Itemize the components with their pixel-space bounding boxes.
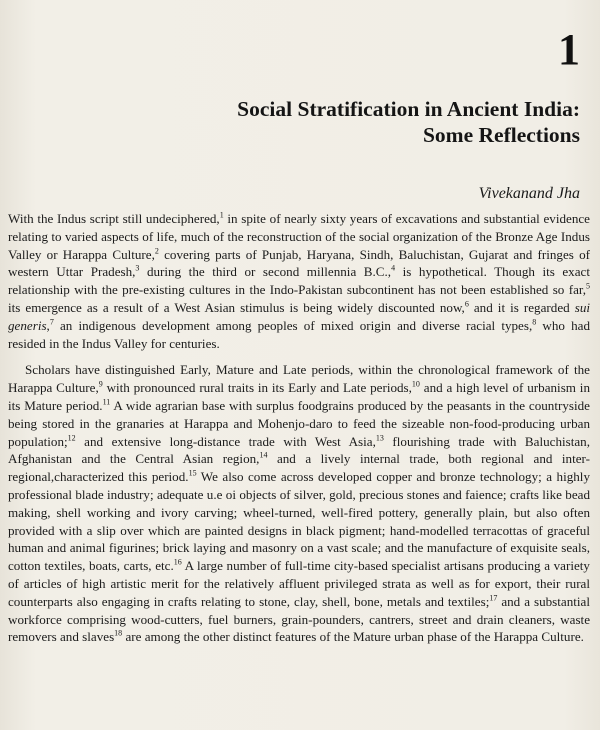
footnote-marker: 3 [135, 264, 140, 274]
footnote-marker: 14 [259, 451, 268, 460]
author-name: Vivekanand Jha [478, 185, 580, 202]
footnote-marker: 16 [173, 557, 182, 567]
footnote-marker: 17 [489, 593, 498, 603]
footnote-marker: 1 [219, 210, 224, 220]
chapter-number: 1 [558, 25, 580, 74]
footnote-marker: 11 [102, 397, 111, 407]
footnote-marker: 13 [375, 433, 384, 443]
footnote-marker: 7 [49, 317, 54, 327]
chapter-title-line-1: Social Stratification in Ancient India: [237, 97, 580, 121]
footnote-marker: 9 [98, 379, 103, 389]
footnote-marker: 6 [464, 299, 469, 309]
footnote-marker: 4 [391, 264, 396, 274]
footnote-marker: 12 [67, 433, 76, 443]
footnote-marker: 15 [188, 468, 197, 478]
paragraph: Scholars have distinguished Early, Mature and Late periods, within the chronological framework of the Harappa Culture,$^9$ with pronounced rural traits in its Early and Late periods,$^{10}$ and a high level of urbanism in its Mature period.$^{11}$ A wide agrarian base with surplus foodgrains produced by the peasants in the countryside being stored in the granaries at Harappa and Mohenjo-daro to feed the sizeable non-food-producing urban population;$^{12}$ and extensive long-distance trade with West Asia,$^{13}$ flourishing trade with Baluchistan, Afghanistan and the Central Asian region,$^{14}$ and a lively internal trade, both regional and inter-regional,characterized this period.$^{15}$ We also come across developed copper and bronze technology; a highly professional blade industry; adequate u.e oi objects of silver, gold, precious stones and faience; crafts like bead making, shell working and ivory carving; wheel-turned, well-fired pottery, generally plain, but also often provided with a slip over which are painted designs in black pigment; hand-modelled terracottas of graceful human and animal figurines; brick laying and masonry on a vast scale; and the manufacture of exquisite seals, cotton textiles, boats, carts, etc.$^{16}$ A large number of full-time city-based specialist artisans producing a variety of articles of high artistic merit for the relatively affluent privileged strata as well as for export, their rural counterparts also engaging in crafts relating to stone, clay, shell, bone, metals and textiles;$^{17}$ and a substantial workforce comprising wood-cutters, fuel burners, grain-pounders, cantrers, street and drain cleaners, waste removers and slaves$^{18}$ are among the other distinct features of the Mature urban phase of the Harappa Culture. [8, 362, 591, 645]
footnote-marker: 8 [532, 317, 537, 327]
footnote-marker: 10 [411, 379, 420, 389]
footnote-marker: 18 [114, 628, 123, 638]
italic-term: sui generis [8, 299, 590, 333]
paragraph: With the Indus script still undeciphered,$^1$ in spite of nearly sixty years of excavations and substantial evidence relating to varied aspects of life, much of the reconstruction of the social organization of the Bronze Age Indus Valley or Harappa Culture,$^2$ covering parts of Punjab, Haryana, Sindh, Baluchistan, Gujarat and fringes of western Uttar Pradesh,$^3$ during the third or second millennia B.C.,$^4$ is hypothetical. Though its exact relationship with the pre-existing cultures in the Indo-Pakistan subcontinent has not been established so far,$^5$ its emergence as a result of a West Asian stimulus is being widely discounted now,$^6$ and it is regarded sui generis,$^7$ an indigenous development among peoples of mixed origin and diverse racial types,$^8$ who had resided in the Indus Valley for centuries. [8, 210, 590, 351]
footnote-marker: 2 [154, 246, 159, 256]
chapter-title-line-2: Some Reflections [422, 123, 580, 147]
body-text [8, 210, 590, 646]
footnote-marker: 5 [586, 281, 590, 291]
chapter-title [160, 96, 580, 148]
